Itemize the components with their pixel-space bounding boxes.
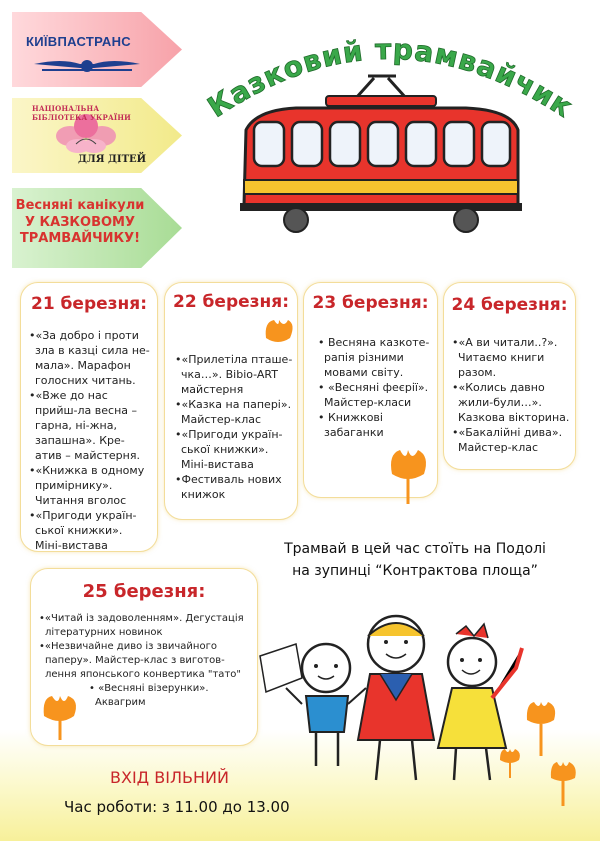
tram-illustration xyxy=(236,70,526,240)
day-date: 22 березня: xyxy=(172,292,289,312)
tulip-icon xyxy=(40,694,80,740)
event-item: •«Книжка в одному примірнику». Читання вголос xyxy=(29,464,145,507)
event-item: •«Вже до нас прийш-ла весна – гарна, ні-жна, запашна». Кре-атив – майстерня. xyxy=(29,389,140,462)
event-list xyxy=(318,335,433,440)
transport-logo xyxy=(24,24,144,76)
tulip-icon xyxy=(262,316,296,350)
opening-hours: Час роботи: з 11.00 до 13.00 xyxy=(64,798,290,816)
title-text: Казковий трамвайчик xyxy=(201,32,579,125)
event-item: •«Читай із задоволенням». Дегустація літературних новинок xyxy=(39,613,244,638)
banner-line: Весняні канікули xyxy=(15,198,145,213)
banner-line: У КАЗКОВОМУ xyxy=(24,214,136,230)
event-item: • «Весняні феєрії». Майстер-класи xyxy=(318,381,429,409)
library-arc-text: НАЦІОНАЛЬНА БІБЛІОТЕКА УКРАЇНИ xyxy=(32,104,131,122)
day-card-24 xyxy=(443,282,576,470)
event-item: •«Прилетіла пташе-чка…». Bibio-ART майстерня xyxy=(175,353,293,396)
transport-logo-text: КИЇВПАСТРАНС xyxy=(26,34,131,49)
library-logo xyxy=(24,102,154,172)
banner-line: ТРАМВАЙЧИКУ! xyxy=(19,231,141,246)
event-item: •«За добро і проти зла в казці сила не-мала». Марафон голосних читань. xyxy=(29,329,150,387)
info-line: Трамвай в цей час стоїть на Подолі xyxy=(284,541,546,557)
event-item: •«Незвичайне диво із звичайного паперу». Майстер-клас з виготов-лення японського конвертика "тато" xyxy=(39,641,241,680)
day-date: 23 березня: xyxy=(312,293,429,313)
tulip-icon xyxy=(548,760,578,806)
info-line: на зупинці “Контрактова площа” xyxy=(292,563,538,579)
library-kids-text: ДЛЯ ДІТЕЙ xyxy=(78,154,147,165)
tram-location-info xyxy=(250,538,580,582)
event-item: • Весняна казкоте-рапія різними мовами світу. xyxy=(318,336,430,379)
holiday-banner xyxy=(14,198,146,248)
event-list xyxy=(29,328,151,553)
event-list xyxy=(452,335,571,455)
wing-emblem-icon xyxy=(32,56,142,76)
event-item: •«Пригоди україн-ської книжки». Міні-вистава xyxy=(175,428,283,471)
day-date: 25 березня: xyxy=(82,581,206,602)
event-item: • «Весняні візерунки». Аквагрим xyxy=(89,683,209,708)
event-item: •«Бакалійні дива». Майстер-клас xyxy=(452,426,563,454)
event-list xyxy=(175,352,293,502)
tulip-icon xyxy=(524,700,558,756)
tulip-icon xyxy=(498,748,522,778)
event-item: •«Пригоди україн-ської книжки». Міні-вистава xyxy=(29,509,137,552)
free-entry: ВХІД ВІЛЬНИЙ xyxy=(110,768,229,787)
event-item: •«А ви читали..?». Читаємо книги разом. xyxy=(452,336,558,379)
event-item: • Книжкові забаганки xyxy=(318,411,384,439)
event-item: •«Колись давно жили-були…». Казкова вікторина. xyxy=(452,381,570,424)
day-date: 24 березня: xyxy=(451,295,568,315)
day-date: 21 березня: xyxy=(30,294,147,314)
event-item: •«Казка на папері». Майстер-клас xyxy=(175,398,292,426)
tulip-icon xyxy=(386,448,430,506)
event-item: •Фестиваль нових книжок xyxy=(175,473,282,501)
day-card-21 xyxy=(20,282,158,552)
